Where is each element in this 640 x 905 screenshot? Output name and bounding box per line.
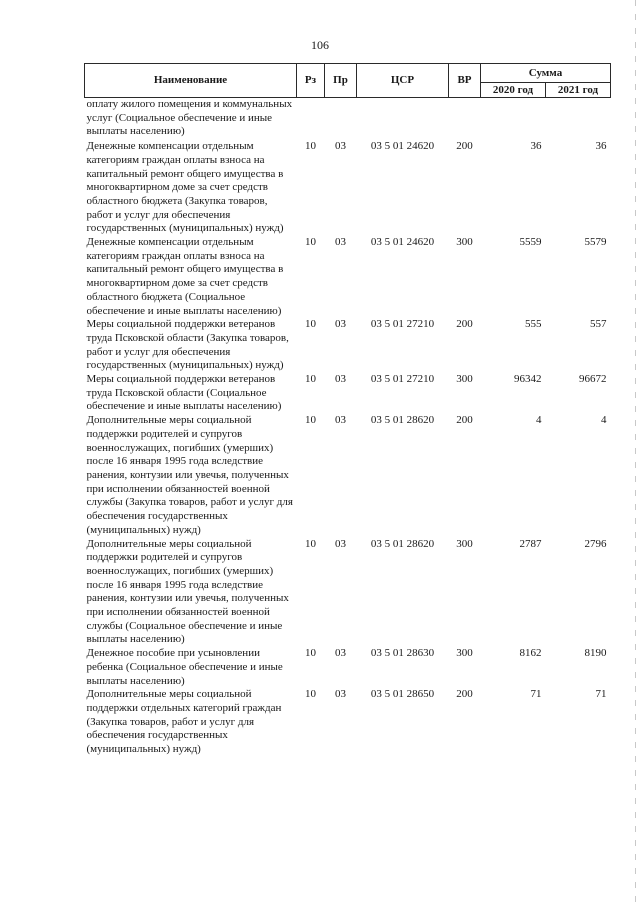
row-rz: 10 (305, 373, 316, 386)
row-name: Дополнительные меры социальной поддержки родителей и супругов военнослужащих, погибших (умерших) после 16 января 1995 года вследствие ранения, контузии или увечья, полученных при исполнении обязанностей военной службы (Закупка товаров, работ и услуг для обеспечения государственных (муниципальных) нужд) (86, 414, 293, 536)
row-2021: 8190 (584, 647, 607, 660)
row-pr: 03 (335, 318, 346, 331)
header-name: Наименование (85, 64, 297, 98)
row-vr: 300 (456, 647, 473, 660)
row-vr: 200 (456, 140, 473, 153)
row-2021: 557 (590, 318, 607, 331)
table-row (85, 373, 611, 414)
row-vr: 200 (456, 414, 473, 427)
row-rz: 10 (305, 647, 316, 660)
row-csr: 03 5 01 27210 (370, 373, 435, 386)
row-vr: 200 (456, 688, 473, 701)
row-csr: 03 5 01 24620 (370, 236, 435, 249)
row-2021: 2796 (584, 537, 607, 550)
row-name: Дополнительные меры социальной поддержки отдельных категорий граждан (Закупка товаров, работ и услуг для обеспечения государственных (муниципальных) нужд) (86, 688, 282, 756)
table-row (85, 140, 611, 236)
row-vr: 300 (456, 373, 473, 386)
row-name: Дополнительные меры социальной поддержки родителей и супругов военнослужащих, погибших (умерших) после 16 января 1995 года вследствие ранения, контузии или увечья, полученных при исполнении обязанностей военной службы (Социальное обеспечение и иные выплаты населению) (86, 537, 289, 646)
row-name: Денежные компенсации отдельным категориям граждан оплаты взноса на капитальный ремонт общего имущества в многоквартирном доме за счет средств областного бюджета (Закупка товаров, работ и услуг для обеспечения государственных (муниципальных) нужд) (86, 140, 284, 235)
row-pr: 03 (335, 647, 346, 660)
row-csr: 03 5 01 28620 (370, 537, 435, 550)
row-2020: 2787 (519, 537, 542, 550)
row-rz: 10 (305, 318, 316, 331)
row-pr: 03 (335, 140, 346, 153)
table-row (85, 538, 611, 648)
row-pr: 03 (335, 373, 346, 386)
row-csr: 03 5 01 28630 (370, 647, 435, 660)
row-rz: 10 (305, 140, 316, 153)
row-2021: 36 (595, 140, 607, 153)
row-rz: 10 (305, 236, 316, 249)
header-csr: ЦСР (357, 64, 449, 98)
row-csr: 03 5 01 24620 (370, 140, 435, 153)
header-pr: Пр (325, 64, 357, 98)
row-2021: 5579 (584, 236, 607, 249)
table-row (85, 647, 611, 688)
row-2021: 96672 (579, 373, 607, 386)
table-row (85, 318, 611, 373)
continuation-text: оплату жилого помещения и коммунальных услуг (Социальное обеспечение и иные выплаты населению) (86, 98, 293, 138)
header-rz: Рз (297, 64, 325, 98)
row-rz: 10 (305, 537, 316, 550)
row-2020: 4 (536, 414, 542, 427)
row-vr: 300 (456, 537, 473, 550)
row-name: Денежные компенсации отдельным категориям граждан оплаты взноса на капитальный ремонт общего имущества в многоквартирном доме за счет средств областного бюджета (Социальное обеспечение и иные выплаты населению) (86, 236, 284, 317)
header-2020: 2020 год (481, 83, 546, 98)
row-vr: 300 (456, 236, 473, 249)
row-rz: 10 (305, 414, 316, 427)
row-csr: 03 5 01 28620 (370, 414, 435, 427)
row-rz: 10 (305, 688, 316, 701)
row-2020: 5559 (519, 236, 542, 249)
row-pr: 03 (335, 537, 346, 550)
page-number: 106 (311, 38, 329, 52)
row-2020: 36 (530, 140, 542, 153)
row-2021: 71 (595, 688, 607, 701)
row-2020: 8162 (519, 647, 542, 660)
table-row (85, 414, 611, 537)
continuation-row (85, 98, 611, 141)
budget-table (84, 63, 611, 757)
header-sum: Сумма (481, 64, 611, 83)
row-vr: 200 (456, 318, 473, 331)
row-csr: 03 5 01 27210 (370, 318, 435, 331)
scan-edge-line (635, 0, 636, 905)
table-row (85, 236, 611, 318)
row-2020: 555 (525, 318, 542, 331)
row-2020: 71 (530, 688, 542, 701)
row-name: Меры социальной поддержки ветеранов труда Псковской области (Социальное обеспечение и иные выплаты населению) (86, 373, 282, 413)
row-2020: 96342 (514, 373, 542, 386)
row-pr: 03 (335, 236, 346, 249)
row-pr: 03 (335, 414, 346, 427)
row-name: Меры социальной поддержки ветеранов труда Псковской области (Закупка товаров, работ и услуг для обеспечения государственных (муниципальных) нужд) (86, 318, 289, 372)
table-row (85, 688, 611, 757)
header-vr: ВР (449, 64, 481, 98)
row-2021: 4 (601, 414, 607, 427)
header-2021: 2021 год (546, 83, 611, 98)
row-csr: 03 5 01 28650 (370, 688, 435, 701)
row-name: Денежное пособие при усыновлении ребенка (Социальное обеспечение и иные выплаты населению) (86, 647, 283, 687)
row-pr: 03 (335, 688, 346, 701)
